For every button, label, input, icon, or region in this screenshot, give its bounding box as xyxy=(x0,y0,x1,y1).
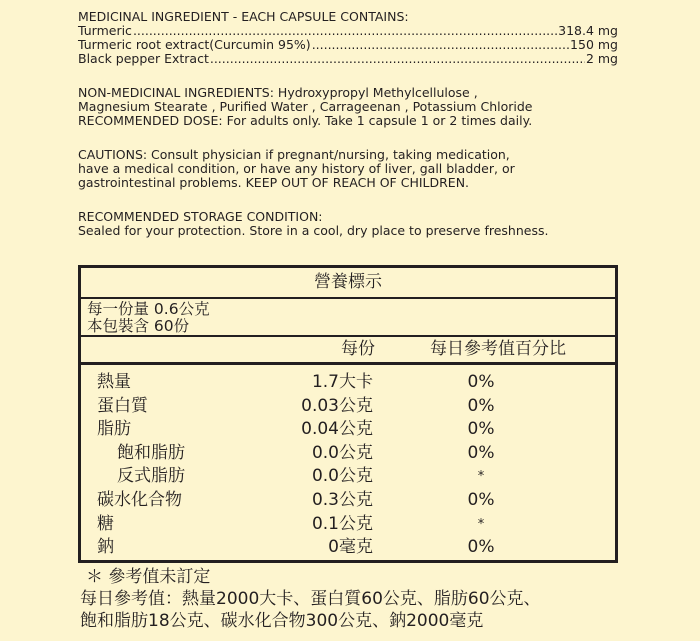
ingredient-row xyxy=(78,24,618,38)
nutrient-amount: 0.0公克 xyxy=(311,466,373,487)
nutrition-row xyxy=(81,418,615,442)
nutrient-name: 糖 xyxy=(97,513,114,534)
nutrition-panel xyxy=(78,265,618,563)
storage-section xyxy=(78,210,618,238)
nutrient-daily-percent: * xyxy=(477,469,485,485)
nutrient-amount: 0毫克 xyxy=(328,537,373,558)
dot-leader xyxy=(133,24,557,38)
nutrient-daily-percent: 0% xyxy=(467,419,495,440)
nutrient-daily-percent: 0% xyxy=(467,372,495,392)
ingredient-name: Black pepper Extract xyxy=(78,51,209,66)
nutrient-name: 鈉 xyxy=(97,537,114,558)
nutrition-row xyxy=(81,536,615,560)
nutrient-name: 脂肪 xyxy=(97,419,131,440)
nutrition-row xyxy=(81,442,615,466)
storage-heading: RECOMMENDED STORAGE CONDITION: xyxy=(78,209,323,224)
ingredient-name: Turmeric root extract(Curcumin 95%) xyxy=(78,37,311,52)
nutrient-name: 熱量 xyxy=(97,372,131,392)
dot-leader xyxy=(210,52,585,66)
non-medicinal-line: NON-MEDICINAL INGREDIENTS: Hydroxypropyl Methylcellulose , xyxy=(78,85,478,100)
nutrition-column-header xyxy=(81,337,615,365)
nutrient-amount: 0.3公克 xyxy=(311,489,373,510)
nutrient-name: 反式脂肪 xyxy=(117,466,185,487)
nutrition-row xyxy=(81,489,615,513)
cautions-line: CAUTIONS: Consult physician if pregnant/nursing, taking medication, xyxy=(78,147,510,162)
per-serving-header: 每份 xyxy=(341,339,375,359)
footnote xyxy=(80,566,541,632)
non-medicinal-section xyxy=(78,86,618,128)
serving-info xyxy=(81,299,615,337)
cautions-section xyxy=(78,148,618,190)
nutrient-name: 飽和脂肪 xyxy=(117,442,185,463)
nutrient-amount: 0.04公克 xyxy=(301,419,373,440)
nutrient-daily-percent: 0% xyxy=(467,395,495,416)
nutrient-daily-percent: 0% xyxy=(467,442,495,463)
daily-value-header: 每日參考值百分比 xyxy=(430,339,566,359)
nutrient-amount: 0.1公克 xyxy=(311,513,373,534)
nutrient-amount: 1.7大卡 xyxy=(311,372,373,392)
storage-text: Sealed for your protection. Store in a cool, dry place to preserve freshness. xyxy=(78,223,549,238)
nutrient-name: 碳水化合物 xyxy=(97,489,182,510)
dot-leader xyxy=(312,38,569,52)
nutrition-row xyxy=(81,395,615,419)
nutrient-name: 蛋白質 xyxy=(97,395,148,416)
nutrient-amount: 0.03公克 xyxy=(301,395,373,416)
nutrition-rows xyxy=(81,365,615,560)
ingredient-amount: 150 mg xyxy=(570,37,618,52)
ingredient-name: Turmeric xyxy=(78,23,132,38)
serving-size: 每一份量 0.6公克 xyxy=(87,300,210,318)
medicinal-section xyxy=(78,10,618,66)
cautions-line: have a medical condition, or have any history of liver, gall bladder, or xyxy=(78,161,515,176)
nutrition-row xyxy=(81,465,615,489)
nutrition-title: 營養標示 xyxy=(81,268,615,299)
nutrient-daily-percent: 0% xyxy=(467,537,495,558)
footnote-daily-values: 飽和脂肪18公克、碳水化合物300公克、鈉2000毫克 xyxy=(80,611,484,631)
footnote-asterisk-note: ＊ 參考值未訂定 xyxy=(86,567,211,587)
nutrition-row xyxy=(81,371,615,395)
ingredient-row xyxy=(78,38,618,52)
ingredient-row xyxy=(78,52,618,66)
footnote-daily-values: 每日參考值：熱量2000大卡、蛋白質60公克、脂肪60公克、 xyxy=(80,589,541,609)
non-medicinal-line: Magnesium Stearate , Purified Water , Carrageenan , Potassium Chloride xyxy=(78,99,533,114)
cautions-line: gastrointestinal problems. KEEP OUT OF REACH OF CHILDREN. xyxy=(78,175,470,190)
nutrient-daily-percent: 0% xyxy=(467,489,495,510)
servings-per-package: 本包裝含 60份 xyxy=(87,317,190,335)
nutrition-row xyxy=(81,513,615,537)
nutrient-daily-percent: * xyxy=(477,516,485,532)
ingredient-amount: 2 mg xyxy=(585,51,618,66)
ingredient-amount: 318.4 mg xyxy=(558,23,618,38)
recommended-dose: RECOMMENDED DOSE: For adults only. Take 1 capsule 1 or 2 times daily. xyxy=(78,113,533,128)
medicinal-heading: MEDICINAL INGREDIENT - EACH CAPSULE CONTAINS: xyxy=(78,9,409,24)
nutrient-amount: 0.0公克 xyxy=(311,442,373,463)
